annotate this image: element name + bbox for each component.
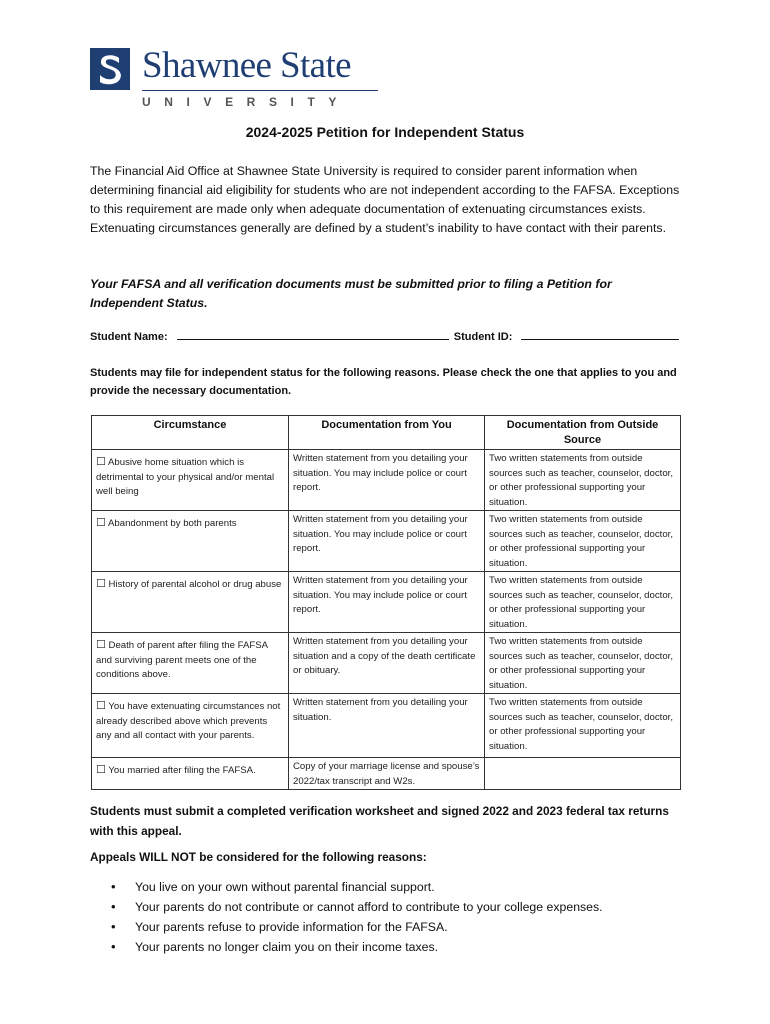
circumstance-text: Abusive home situation which is detrimental to your physical and/or mental well being [96, 457, 275, 497]
doc-you-cell: Written statement from you detailing your situation. [289, 694, 485, 758]
doc-outside-cell: Two written statements from outside sources such as teacher, counselor, doctor, or other professional supporting your situation. [485, 694, 681, 758]
student-name-field[interactable] [177, 329, 449, 340]
list-item: • You live on your own without parental financial support. [111, 877, 603, 897]
circumstance-table [91, 415, 681, 790]
header-doc-outside: Documentation from Outside Source [485, 416, 681, 450]
intro-paragraph: The Financial Aid Office at Shawnee State University is required to consider parent information when determining financial aid eligibility for students who are not independent according to the FAFSA. Exceptions to this requirement are made only when adequate documentation of extenuating circumstances exists. Extenuating circumstances generally are defined by a student’s inability to have contact with their parents. [90, 164, 680, 235]
list-item: • Your parents refuse to provide information for the FAFSA. [111, 917, 603, 937]
doc-you-cell: Copy of your marriage license and spouse’s 2022/tax transcript and W2s. [289, 758, 485, 790]
logo-subtitle: UNIVERSITY [142, 95, 351, 109]
logo-divider [142, 90, 378, 91]
header-circumstance: Circumstance [92, 416, 289, 450]
checkbox-icon[interactable]: ☐ [96, 578, 106, 590]
checkbox-icon[interactable]: ☐ [96, 517, 106, 529]
circumstance-cell [92, 511, 289, 572]
doc-you-cell: Written statement from you detailing your situation. You may include police or court report. [289, 572, 485, 633]
submission-notice: Your FAFSA and all verification documents must be submitted prior to filing a Petition for Independent Status. [90, 277, 612, 310]
doc-outside-cell: Two written statements from outside sources such as teacher, counselor, doctor, or other professional supporting your situation. [485, 511, 681, 572]
checkbox-icon[interactable]: ☐ [96, 639, 106, 651]
circumstance-text: You have extenuating circumstances not already described above which prevents any and all contact with your parents. [96, 701, 281, 741]
doc-outside-cell: Two written statements from outside sources such as teacher, counselor, doctor, or other professional supporting your situation. [485, 572, 681, 633]
table-row [92, 633, 681, 694]
doc-you-cell: Written statement from you detailing your situation. You may include police or court report. [289, 450, 485, 511]
checkbox-icon[interactable]: ☐ [96, 700, 106, 712]
appeals-heading: Appeals WILL NOT be considered for the following reasons: [90, 850, 427, 864]
table-row [92, 694, 681, 758]
doc-outside-cell: Two written statements from outside sources such as teacher, counselor, doctor, or other professional supporting your situation. [485, 633, 681, 694]
circumstance-text: History of parental alcohol or drug abuse [108, 579, 282, 590]
student-id-label: Student ID: [453, 331, 513, 343]
student-id-field[interactable] [521, 329, 679, 340]
table-row [92, 511, 681, 572]
circumstance-text: You married after filing the FAFSA. [108, 765, 256, 776]
table-row [92, 572, 681, 633]
circumstance-cell [92, 758, 289, 790]
shawnee-s-logo-icon [90, 48, 130, 90]
circumstance-cell [92, 572, 289, 633]
logo-wordmark: Shawnee State [142, 45, 351, 86]
reasons-intro: Students may file for independent status for the following reasons. Please check the one that applies to you and provide the necessary documentation. [90, 367, 677, 397]
circumstance-cell [92, 450, 289, 511]
doc-you-cell: Written statement from you detailing your situation and a copy of the death certificate or obituary. [289, 633, 485, 694]
submission-requirement: Students must submit a completed verification worksheet and signed 2022 and 2023 federal tax returns with this appeal. [90, 804, 669, 838]
table-header-row [92, 416, 681, 450]
header-doc-you: Documentation from You [289, 416, 485, 450]
university-logo [90, 45, 390, 110]
circumstance-cell [92, 633, 289, 694]
table-row [92, 758, 681, 790]
doc-you-cell: Written statement from you detailing your situation. You may include police or court report. [289, 511, 485, 572]
circumstance-text: Abandonment by both parents [108, 518, 237, 529]
doc-outside-cell: Two written statements from outside sources such as teacher, counselor, doctor, or other professional supporting your situation. [485, 450, 681, 511]
appeals-reasons-list [111, 877, 603, 957]
circumstance-cell [92, 694, 289, 758]
list-item: • Your parents do not contribute or cannot afford to contribute to your college expenses. [111, 897, 603, 917]
student-name-label: Student Name: [90, 331, 168, 343]
table-row [92, 450, 681, 511]
list-item: • Your parents no longer claim you on their income taxes. [111, 937, 603, 957]
student-info-fields [90, 329, 690, 343]
checkbox-icon[interactable]: ☐ [96, 456, 106, 468]
circumstance-text: Death of parent after filing the FAFSA and surviving parent meets one of the conditions above. [96, 640, 268, 680]
checkbox-icon[interactable]: ☐ [96, 764, 106, 776]
page-title: 2024-2025 Petition for Independent Status [245, 124, 525, 140]
doc-outside-cell [485, 758, 681, 790]
